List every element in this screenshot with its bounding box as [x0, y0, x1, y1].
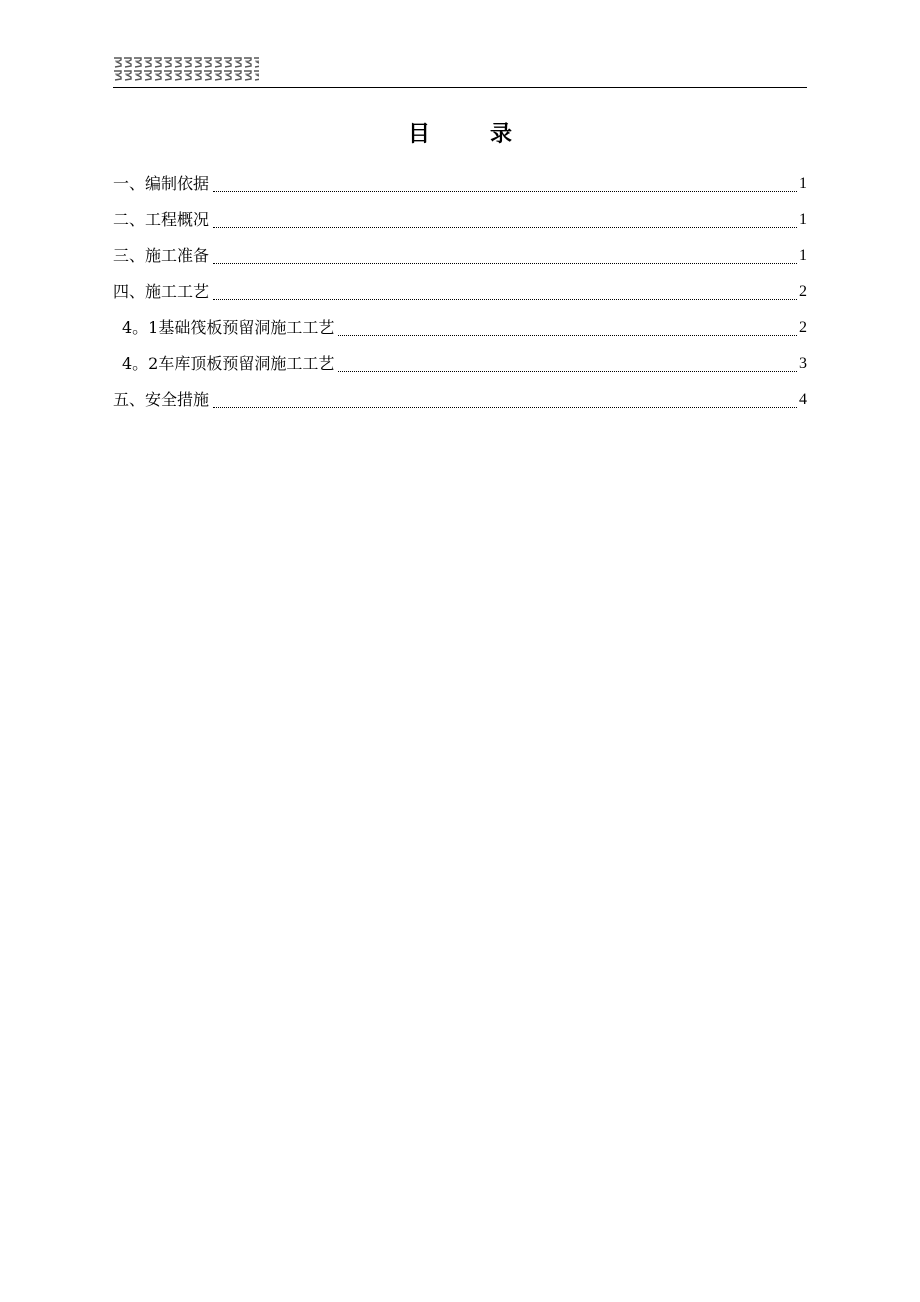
- toc-entry-label: 一、编制依据: [113, 174, 210, 193]
- toc-entry[interactable]: [113, 238, 807, 274]
- toc-page-number: 2: [799, 319, 807, 336]
- toc-entry[interactable]: [113, 382, 807, 418]
- toc-dot-leader: [338, 335, 797, 336]
- toc-entry[interactable]: [113, 166, 807, 202]
- toc-entry-label: 四、施工工艺: [113, 282, 210, 301]
- toc-page-number: 1: [799, 211, 807, 228]
- toc-dot-leader: [213, 407, 797, 408]
- toc-page-number: 4: [799, 391, 807, 408]
- header-rule: [113, 87, 807, 88]
- toc-page-number: 3: [799, 355, 807, 372]
- toc-entry-label: 二、工程概况: [113, 210, 210, 229]
- toc-entry-label: 三、施工准备: [113, 246, 210, 265]
- toc-page-number: 2: [799, 283, 807, 300]
- toc-dot-leader: [213, 191, 797, 192]
- toc-subentry[interactable]: [113, 346, 807, 382]
- table-of-contents: [113, 166, 807, 418]
- toc-dot-leader: [338, 371, 797, 372]
- logo-pattern-icon: [113, 56, 259, 82]
- toc-dot-leader: [213, 299, 797, 300]
- toc-dot-leader: [213, 263, 797, 264]
- toc-dot-leader: [213, 227, 797, 228]
- toc-entry[interactable]: [113, 202, 807, 238]
- toc-title: 目录: [407, 122, 572, 147]
- toc-entry-label: 4。1基础筏板预留洞施工工艺: [122, 318, 335, 337]
- toc-entry-label: 4。2车库顶板预留洞施工工艺: [122, 354, 335, 373]
- toc-subentry[interactable]: [113, 310, 807, 346]
- toc-entry-label: 五、安全措施: [113, 390, 210, 409]
- toc-page-number: 1: [799, 175, 807, 192]
- header-logo: [113, 56, 259, 82]
- toc-page-number: 1: [799, 247, 807, 264]
- toc-entry[interactable]: [113, 274, 807, 310]
